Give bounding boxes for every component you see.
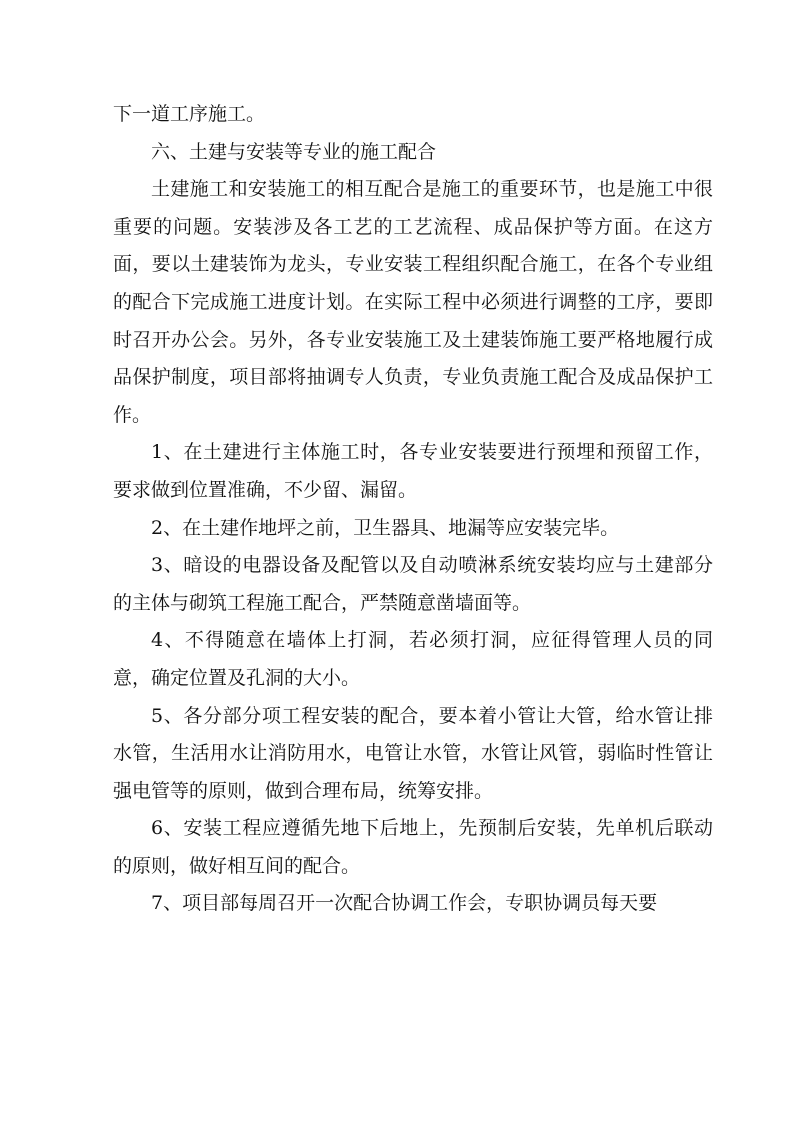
- list-item-2: 2、在土建作地坪之前，卫生器具、地漏等应安装完毕。: [151, 516, 620, 539]
- paragraph-continuation: 下一道工序施工。: [113, 103, 266, 125]
- list-item-7: 7、项目部每周召开一次配合协调工作会，专职协调员每天要: [151, 892, 658, 915]
- list-item-5: 5、各分部分项工程安装的配合，要本着小管让大管，给水管让排水管，生活用水让消防用水，电管让水管，水管让风管，弱临时性管让强电管等的原则，做到合理布局，统筹安排。: [113, 704, 713, 802]
- list-item-6: 6、安装工程应遵循先地下后地上，先预制后安装，先单机后联动的原则，做好相互间的配合。: [113, 817, 713, 877]
- section-heading: 六、土建与安装等专业的施工配合: [151, 140, 437, 163]
- list-item-1: 1、在土建进行主体施工时，各专业安装要进行预埋和预留工作，要求做到位置准确，不少留、漏留。: [113, 441, 713, 501]
- list-item-3: 3、暗设的电器设备及配管以及自动喷淋系统安装均应与土建部分的主体与砌筑工程施工配合，严禁随意凿墙面等。: [113, 554, 713, 614]
- list-item-4: 4、不得随意在墙体上打洞，若必须打洞，应征得管理人员的同意，确定位置及孔洞的大小。: [113, 629, 713, 689]
- paragraph-intro: 土建施工和安装施工的相互配合是施工的重要环节，也是施工中很重要的问题。安装涉及各工艺的工艺流程、成品保护等方面。在这方面，要以土建装饰为龙头，专业安装工程组织配合施工，在各个专业组的配合下完成施工进度计划。在实际工程中必须进行调整的工序，要即时召开办公会。另外，各专业安装施工及土建装饰施工要严格地履行成品保护制度，项目部将抽调专人负责，专业负责施工配合及成品保护工作。: [113, 178, 713, 426]
- document-body: [113, 96, 713, 923]
